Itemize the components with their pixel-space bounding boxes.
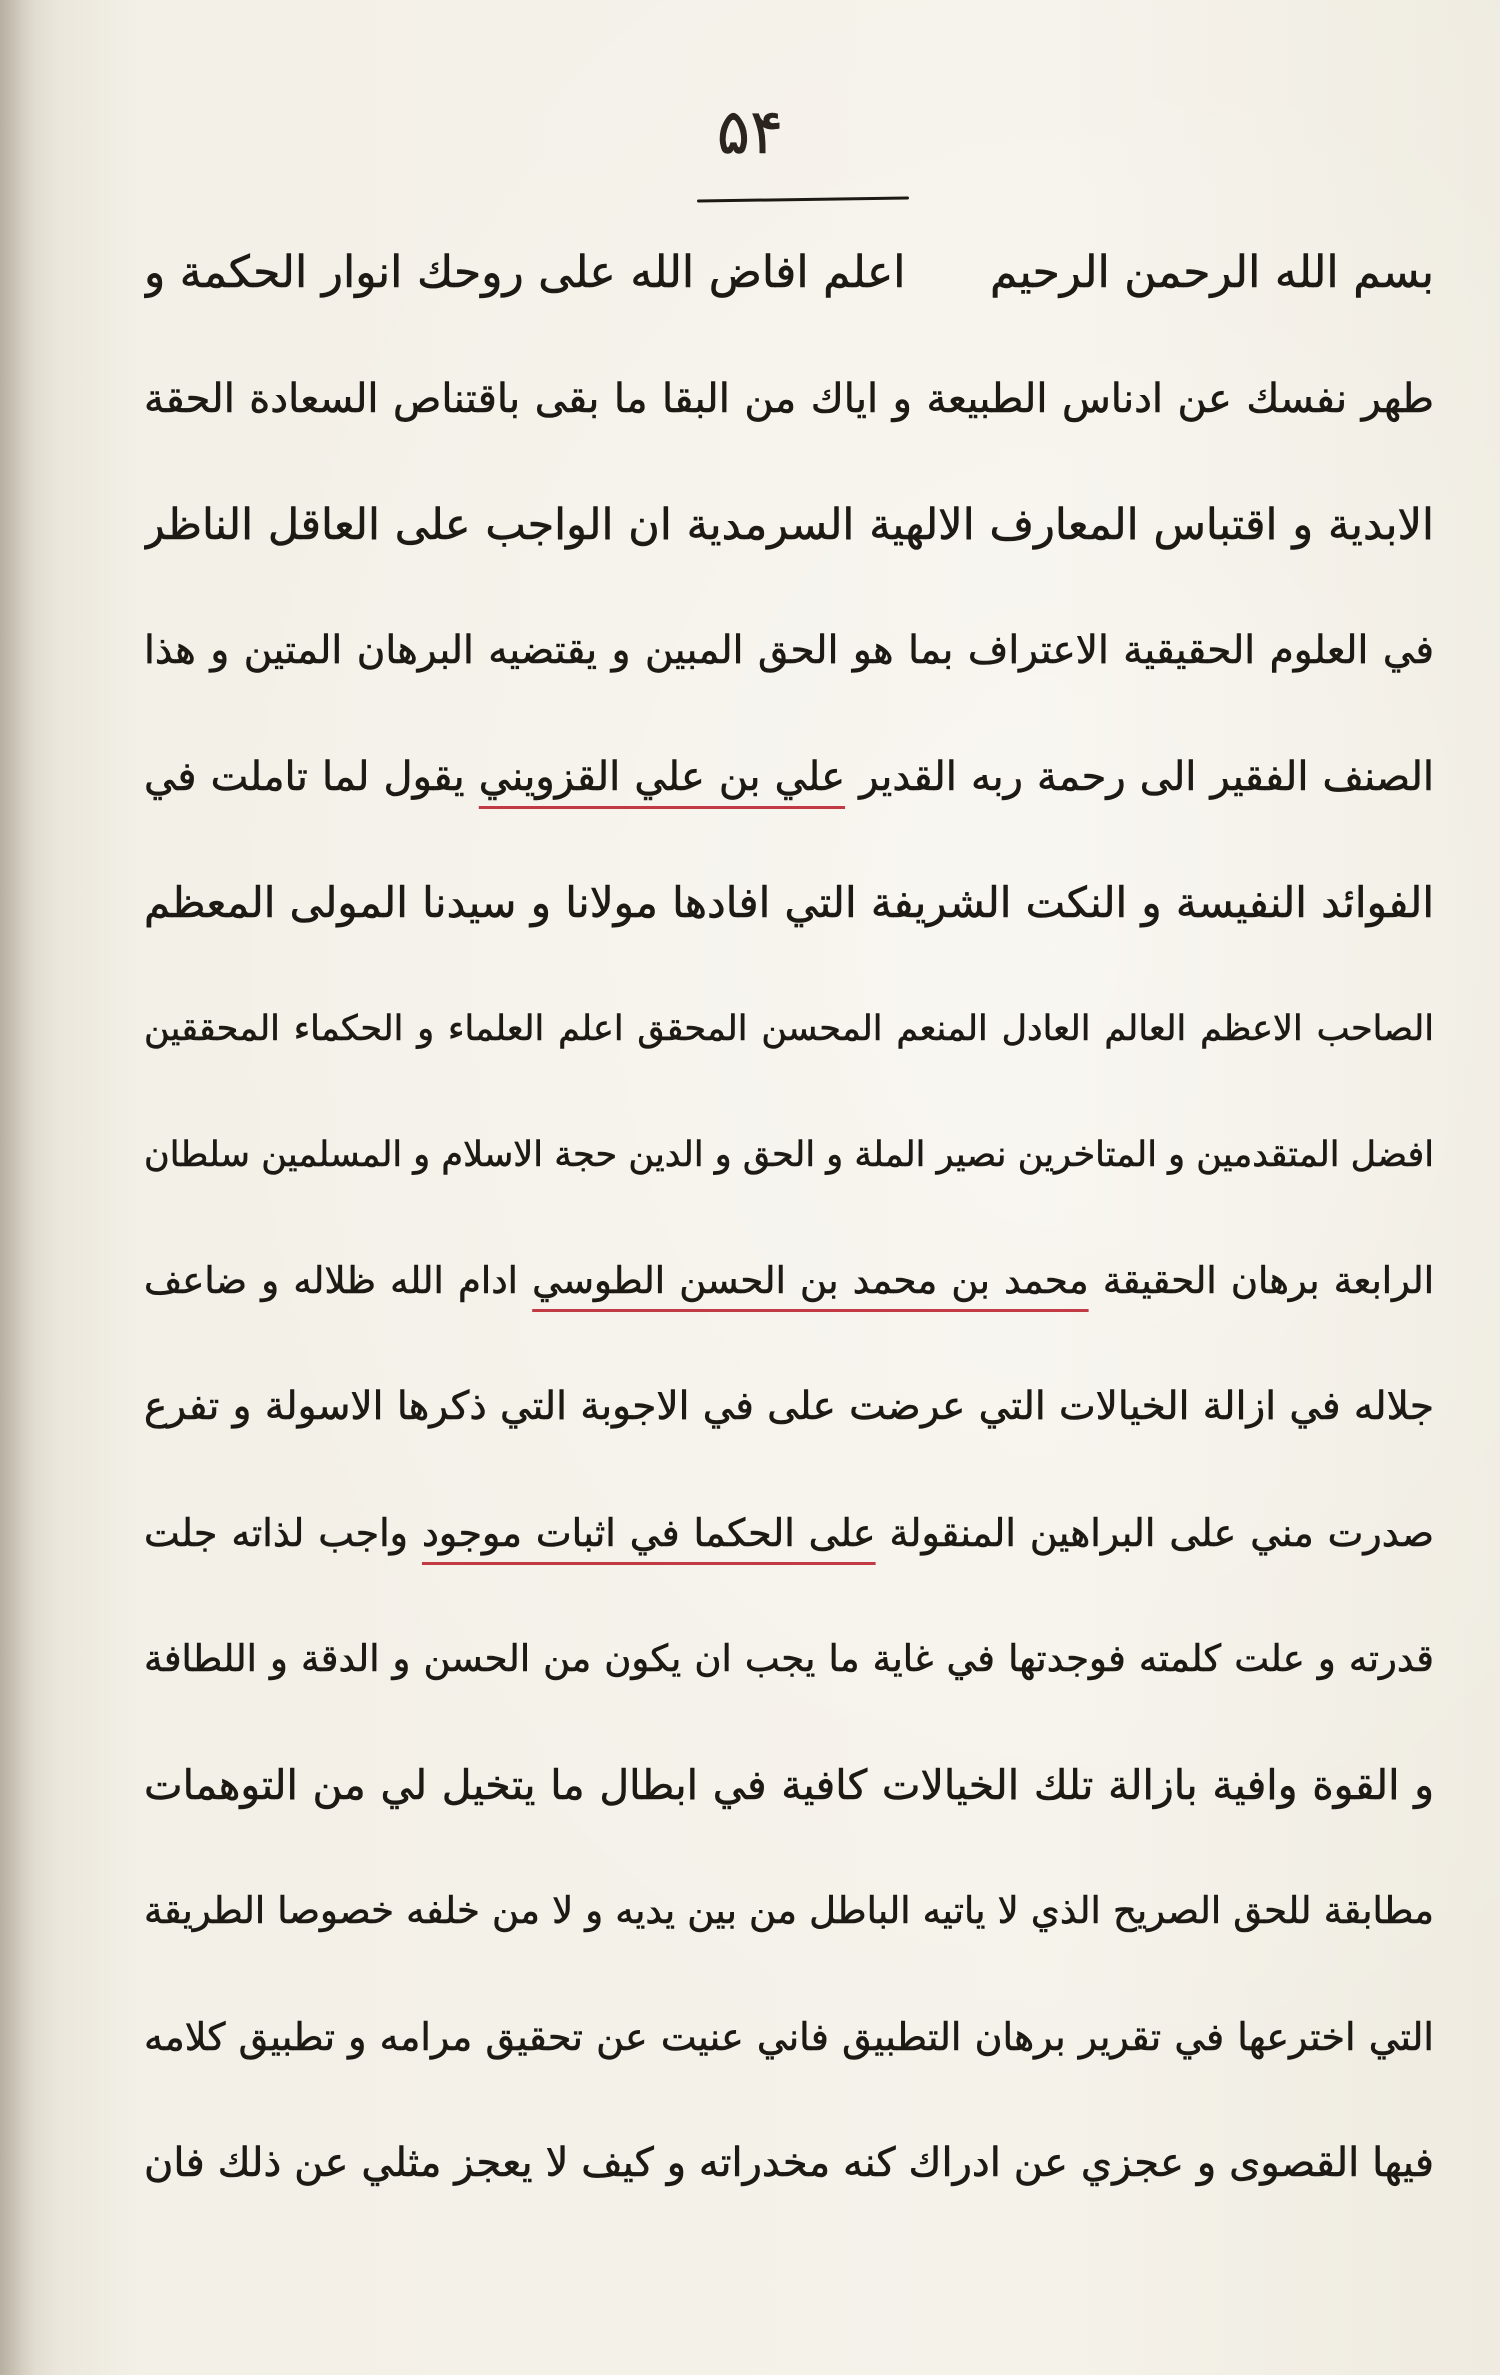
line-text: جلاله في ازالة الخيالات التي عرضت على في الاجوبة التي ذكرها الاسولة و تفرع: [144, 1384, 1434, 1429]
red-underlined-name: علي بن علي القزويني: [478, 754, 846, 800]
line-text: الصنف الفقير الى رحمة ربه القدير: [859, 754, 1434, 800]
line-text: ادام الله ظلاله و ضاعف: [144, 1259, 518, 1302]
text-line: [144, 840, 1434, 966]
line-text: الصاحب الاعظم العالم العادل المنعم المحسن المحقق اعلم العلماء و الحكماء المحققين: [144, 1009, 1434, 1049]
text-line: [144, 1722, 1434, 1848]
line-text: في العلوم الحقيقية الاعتراف بما هو الحق المبين و يقتضيه البرهان المتين و هذا: [144, 628, 1434, 673]
text-line: [144, 1848, 1434, 1974]
line-text: مطابقة للحق الصريح الذي لا ياتيه الباطل من بين يديه و لا من خلفه خصوصا الطريقة: [144, 1889, 1434, 1932]
line-text: قدرته و علت كلمته فوجدتها في غاية ما يجب ان يكون من الحسن و الدقة و اللطافة: [144, 1637, 1434, 1680]
text-line: [144, 2100, 1434, 2226]
line-text: اعلم افاض الله على روحك انوار الحكمة و: [144, 247, 906, 298]
text-line: [144, 966, 1434, 1092]
line-text: صدرت مني على البراهين المنقولة: [889, 1511, 1434, 1555]
page-gutter: [0, 0, 36, 2375]
basmala: بسم الله الرحمن الرحيم: [990, 247, 1434, 298]
line-text: الفوائد النفيسة و النكت الشريفة التي افادها مولانا و سيدنا المولى المعظم: [144, 878, 1434, 927]
line-text: و القوة وافية بازالة تلك الخيالات كافية في ابطال ما يتخيل لي من التوهمات: [144, 1761, 1434, 1809]
text-line: [144, 1092, 1434, 1218]
text-line: [144, 1470, 1434, 1596]
text-line: [144, 462, 1434, 588]
red-underlined-name: محمد بن محمد بن الحسن الطوسي: [532, 1259, 1089, 1302]
text-line: [144, 1596, 1434, 1722]
red-underlined-name: على الحكما في اثبات موجود: [421, 1511, 876, 1555]
page-number: ۵۴: [716, 95, 784, 168]
line-text: طهر نفسك عن ادناس الطبيعة و اياك من البقا ما بقى باقتناص السعادة الحقة: [144, 376, 1434, 422]
text-line: [144, 714, 1434, 840]
line-text: الرابعة برهان الحقيقة: [1102, 1259, 1434, 1302]
text-block: [144, 210, 1434, 2226]
line-text: افضل المتقدمين و المتاخرين نصير الملة و الحق و الدين حجة الاسلام و المسلمين سلطان: [144, 1135, 1434, 1175]
text-line: [144, 1344, 1434, 1470]
text-line: [144, 1974, 1434, 2100]
text-line: [144, 210, 1434, 336]
line-text: واجب لذاته جلت: [144, 1511, 408, 1555]
line-text: فيها القصوى و عجزي عن ادراك كنه مخدراته و كيف لا يعجز مثلي عن ذلك فان: [144, 2140, 1434, 2186]
overline-mark: [697, 197, 909, 203]
line-text: يقول لما تاملت في: [144, 754, 465, 800]
line-text: التي اخترعها في تقرير برهان التطبيق فاني عنيت عن تحقيق مرامه و تطبيق كلامه: [144, 2015, 1434, 2059]
text-line: [144, 1218, 1434, 1344]
text-line: [144, 588, 1434, 714]
line-text: الابدية و اقتباس المعارف الالهية السرمدية ان الواجب على العاقل الناظر: [144, 500, 1434, 550]
text-line: [144, 336, 1434, 462]
